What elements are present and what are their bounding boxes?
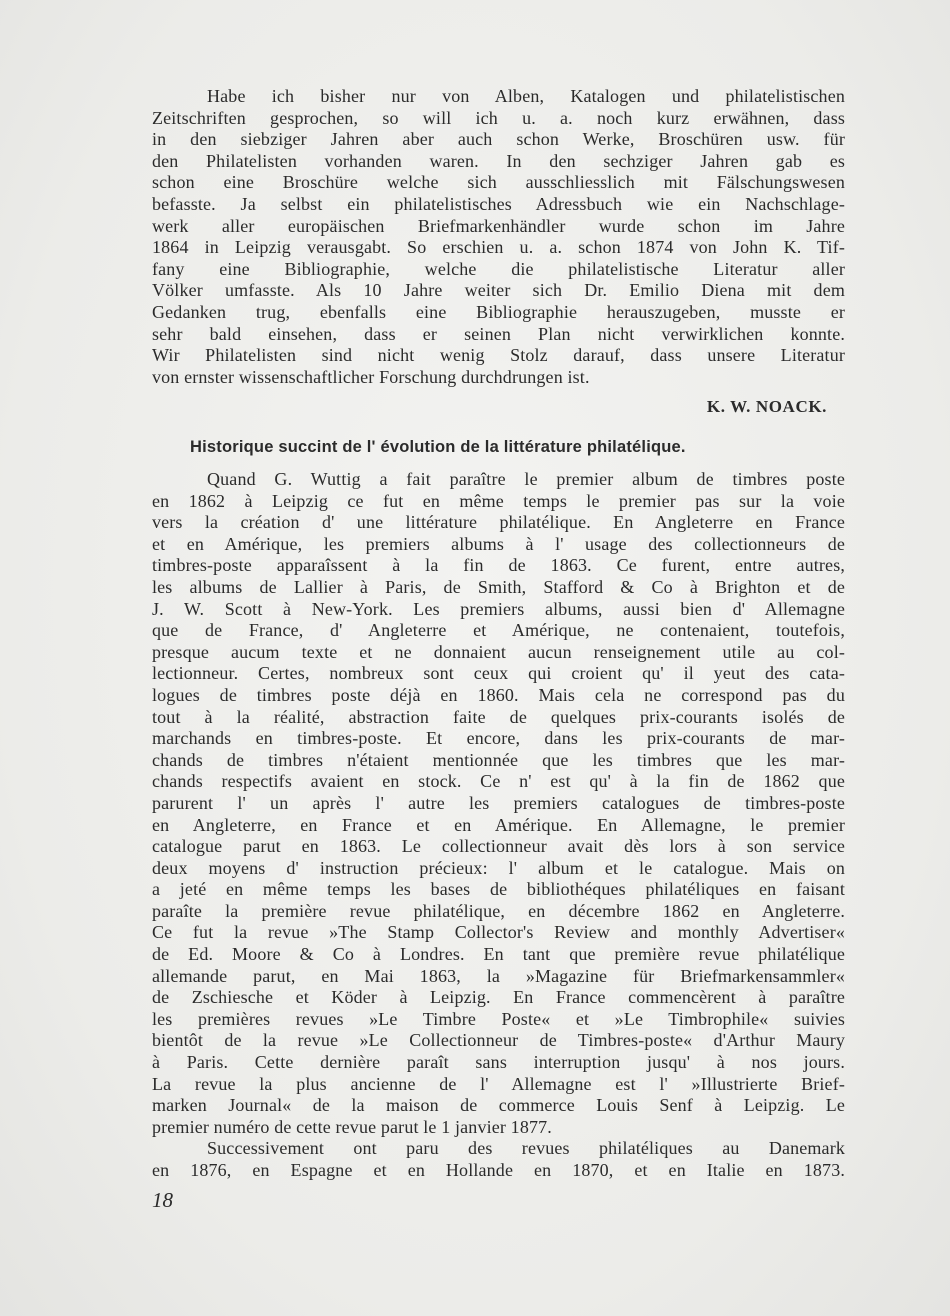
author-signature: K. W. NOACK. [706, 397, 827, 416]
text-line: Wir Philatelisten sind nicht wenig Stolz darauf, dass unsere Literatur [152, 345, 845, 366]
text-line: marchands en timbres-poste. Et encore, dans les prix-courants de mar- [152, 728, 845, 749]
text-line: befasste. Ja selbst ein philatelistisches Adressbuch wie ein Nachschlage- [152, 193, 845, 214]
text-line: von ernster wissenschaftlicher Forschung durchdrungen ist. [152, 366, 590, 387]
text-line: in den siebziger Jahren aber auch schon Werke, Broschüren usw. für [152, 129, 845, 150]
text-line: deux moyens d' instruction précieux: l' album et le catalogue. Mais on [152, 857, 845, 878]
text-line: a jeté en même temps les bases de bibliothéques philatéliques en faisant [152, 879, 845, 900]
text-line: tout à la réalité, abstraction faite de quelques prix-courants isolés de [152, 706, 845, 727]
text-line: de Ed. Moore & Co à Londres. En tant que première revue philatélique [152, 944, 845, 965]
text-line: allemande parut, en Mai 1863, la »Magazine für Briefmarkensammler« [152, 965, 845, 986]
french-paragraph-2 [152, 1138, 845, 1181]
text-line: parurent l' un après l' autre les premiers catalogues de timbres-poste [152, 792, 845, 813]
text-line: logues de timbres poste déjà en 1860. Mais cela ne correspond pas du [152, 684, 845, 705]
text-line: schon eine Broschüre welche sich ausschliesslich mit Fälschungswesen [152, 172, 845, 193]
text-line: premier numéro de cette revue parut le 1 janvier 1877. [152, 1116, 552, 1137]
text-line: paraîte la première revue philatélique, en décembre 1862 en Angleterre. [152, 900, 845, 921]
text-line: Habe ich bisher nur von Alben, Katalogen und philatelistischen [207, 86, 845, 106]
text-line: J. W. Scott à New-York. Les premiers albums, aussi bien d' Allemagne [152, 598, 845, 619]
text-line: marken Journal« de la maison de commerce Louis Senf à Leipzig. Le [152, 1095, 845, 1116]
text-line: en 1876, en Espagne et en Hollande en 1870, et en Italie en 1873. [152, 1160, 845, 1180]
text-line: chands de timbres n'étaient mentionnée que les timbres que les mar- [152, 749, 845, 770]
text-line: chands respectifs avaient en stock. Ce n' est qu' à la fin de 1862 que [152, 771, 845, 792]
text-line: sehr bald einsehen, dass er seinen Plan nicht verwirklichen konnte. [152, 323, 845, 344]
text-line: catalogue parut en 1863. Le collectionneur avait dès lors à son service [152, 836, 845, 857]
text-line: Successivement ont paru des revues philatéliques au Danemark [207, 1138, 845, 1159]
text-line: les premières revues »Le Timbre Poste« et »Le Timbrophile« suivies [152, 1008, 845, 1029]
text-line: que de France, d' Angleterre et Amérique, ne contenaient, toutefois, [152, 620, 845, 641]
text-line: bientôt de la revue »Le Collectionneur de Timbres-poste« d'Arthur Maury [152, 1030, 845, 1051]
text-line: Ce fut la revue »The Stamp Collector's Review and monthly Advertiser« [152, 922, 845, 943]
text-line: 1864 in Leipzig verausgabt. So erschien u. a. schon 1874 von John K. Tif- [152, 237, 845, 258]
text-line: et en Amérique, les premiers albums à l' usage des collectionneurs de [152, 533, 845, 554]
text-line: Zeitschriften gesprochen, so will ich u. a. noch kurz erwähnen, dass [152, 107, 845, 128]
text-line: les albums de Lallier à Paris, de Smith, Stafford & Co à Brighton et de [152, 576, 845, 597]
text-line: Völker umfasste. Als 10 Jahre weiter sich Dr. Emilio Diena mit dem [152, 280, 845, 301]
page-number: 18 [152, 1188, 173, 1212]
text-line: à Paris. Cette dernière paraît sans interruption jusqu' à nos jours. [152, 1052, 845, 1073]
text-line: Gedanken trug, ebenfalls eine Bibliographie herauszugeben, musste er [152, 301, 845, 322]
text-line: werk aller europäischen Briefmarkenhändler wurde schon im Jahre [152, 215, 845, 236]
text-line: vers la création d' une littérature philatélique. En Angleterre en France [152, 512, 845, 533]
text-line: timbres-poste apparaîssent à la fin de 1863. Ce furent, entre autres, [152, 555, 845, 576]
text-line: en Angleterre, en France et en Amérique. En Allemagne, le premier [152, 814, 845, 835]
section-heading: Historique succint de l' évolution de la littérature philatélique. [190, 438, 686, 456]
text-line: de Zschiesche et Köder à Leipzig. En France commencèrent à paraître [152, 987, 845, 1008]
text-line: La revue la plus ancienne de l' Allemagne est l' »Illustrierte Brief- [152, 1073, 845, 1094]
text-line: lectionneur. Certes, nombreux sont ceux qui croient qu' il yeut des cata- [152, 663, 845, 684]
french-paragraph-1 [152, 469, 845, 1138]
german-paragraph [152, 86, 845, 388]
text-line: fany eine Bibliographie, welche die philatelistische Literatur aller [152, 258, 845, 279]
text-line: den Philatelisten vorhanden waren. In den sechziger Jahren gab es [152, 150, 845, 171]
french-body [152, 469, 845, 1182]
text-line: en 1862 à Leipzig ce fut en même temps le premier pas sur la voie [152, 490, 845, 511]
text-line: presque aucum texte et ne donnaient aucun renseignement utile au col- [152, 641, 845, 662]
text-line: Quand G. Wuttig a fait paraître le premier album de timbres poste [207, 469, 845, 489]
